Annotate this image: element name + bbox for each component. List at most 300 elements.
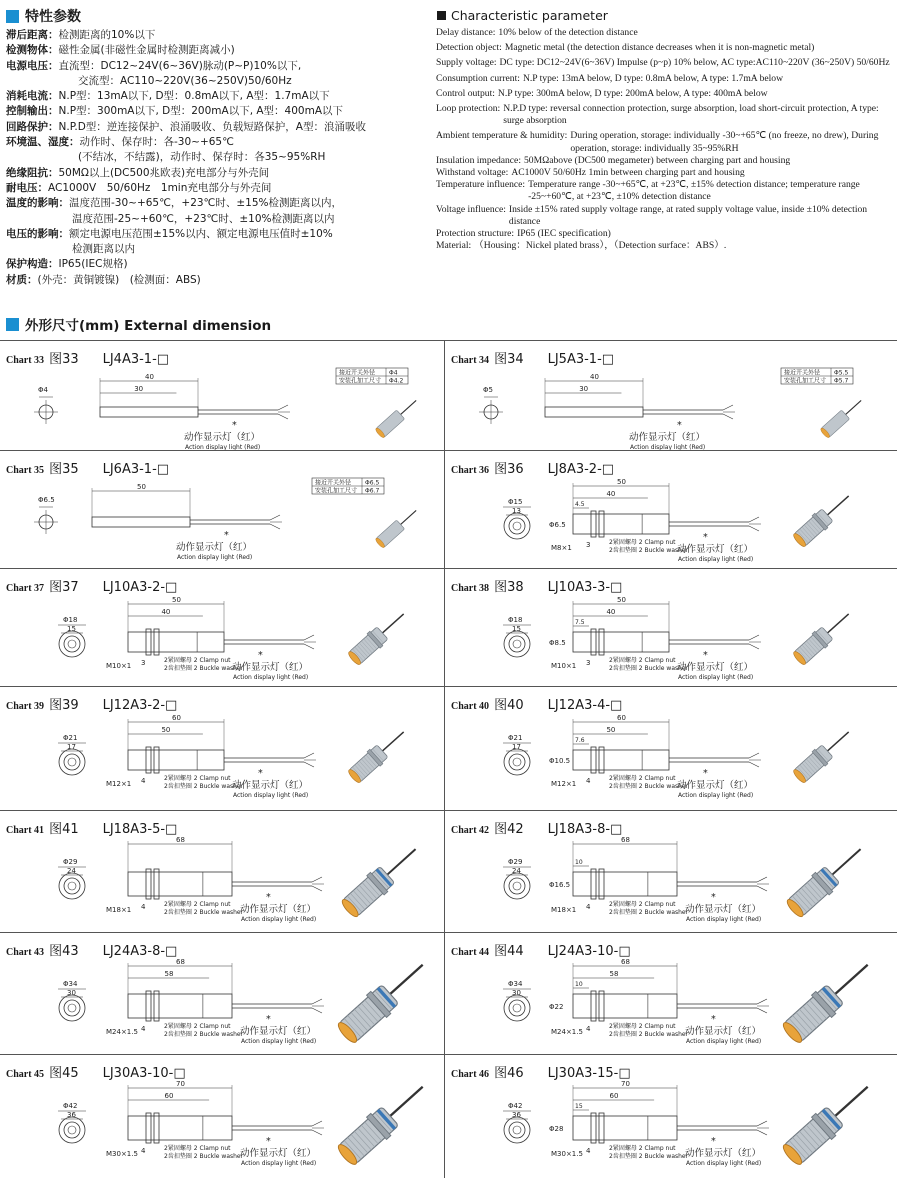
led-label-en: Action display light (Red) xyxy=(233,674,309,681)
led-label-en: Action display light (Red) xyxy=(678,674,754,681)
dim-face-length-label: 7.5 xyxy=(575,619,585,626)
chart-cell xyxy=(0,932,444,1054)
chart-model: LJ10A3-2-□ xyxy=(102,580,178,595)
clamp-nut xyxy=(154,629,159,655)
front-dia2-label: 15 xyxy=(512,625,521,633)
dim-thread-length-label: 30 xyxy=(579,385,589,393)
front-view-circle xyxy=(504,631,530,657)
sensor-body-outline xyxy=(573,632,669,652)
clamp-nut-label: 2紧固螺母 2 Clamp nut xyxy=(164,1023,231,1030)
front-dia-label: Φ42 xyxy=(63,1102,78,1110)
washer-label: 2齿扣垫圈 2 Buckle washer xyxy=(609,1153,689,1160)
sensor-body-outline xyxy=(92,517,190,527)
cable-wires xyxy=(749,635,761,649)
clamp-nut xyxy=(591,869,596,899)
spec-cn-label: 滞后距离： xyxy=(6,29,59,41)
chart-number-en: Chart 37 xyxy=(6,583,45,594)
front-view-circle xyxy=(59,749,85,775)
led-marker: * xyxy=(258,768,263,779)
chart-cell xyxy=(445,1054,889,1178)
dim-length-label: 70 xyxy=(621,1080,630,1088)
led-label-en: Action display light (Red) xyxy=(686,1160,762,1167)
table-row1-label: 接近开关外径 xyxy=(339,369,376,377)
cable-wires xyxy=(270,515,282,529)
chart-number-cn: 图39 xyxy=(49,698,79,713)
spec-cn-label: 环境温、湿度： xyxy=(6,136,80,149)
front-dia2-label: 15 xyxy=(67,625,76,633)
clamp-nut-label: 2紧固螺母 2 Clamp nut xyxy=(164,901,231,908)
front-dia2-label: 30 xyxy=(512,989,521,997)
spec-en-label: Withstand voltage: xyxy=(436,167,509,179)
face-dia-label: Φ22 xyxy=(549,1003,564,1011)
front-view-circle xyxy=(59,873,85,899)
front-view-circle xyxy=(64,878,80,894)
cable-wires xyxy=(757,999,769,1013)
dimension-heading xyxy=(6,314,271,334)
spec-en-value: DC type: DC12~24V(6~36V) Impulse (p~p) 10% below, AC type:AC110~220V (36~250V) 50/60Hz xyxy=(499,57,890,69)
chart-model: LJ8A3-2-□ xyxy=(547,462,615,477)
chart-number-en: Chart 44 xyxy=(451,947,490,958)
washer-label: 2齿扣垫圈 2 Buckle washer xyxy=(609,1031,689,1038)
product-cable xyxy=(400,510,416,525)
spec-cn-value: 动作时、保存时：各-30~+65℃ xyxy=(79,136,234,149)
face-dia-label: Φ6.5 xyxy=(549,521,566,529)
clamp-nut-label: 2紧固螺母 2 Clamp nut xyxy=(164,657,231,664)
front-view-circle xyxy=(509,878,525,894)
dim-thread-length-label: 30 xyxy=(134,385,144,393)
dim-thread-length-label: 58 xyxy=(609,970,619,978)
chart-cell xyxy=(0,340,444,450)
led-label-en: Action display light (Red) xyxy=(686,1038,762,1045)
led-label-cn: 动作显示灯（红） xyxy=(677,780,754,791)
led-label-en: Action display light (Red) xyxy=(678,792,754,799)
nut-width-label: 4 xyxy=(141,903,146,911)
led-label-cn: 动作显示灯（红） xyxy=(240,1148,317,1159)
spec-cn-value: 直流型：DC12~24V(6~36V)脉动(P~P)10%以下, xyxy=(58,59,302,72)
cable-wires xyxy=(749,517,761,531)
product-cable xyxy=(389,965,423,996)
chart-header xyxy=(6,576,177,595)
spec-cn-value: 磁性金属(非磁性金属时检测距离减小) xyxy=(58,44,235,57)
dim-thread-length-label: 60 xyxy=(609,1092,619,1100)
front-dia-label: Φ4 xyxy=(38,386,48,394)
front-dia2-label: 30 xyxy=(67,989,76,997)
led-label-cn: 动作显示灯（红） xyxy=(232,780,309,791)
dim-thread-length-label: 50 xyxy=(606,726,616,734)
table-row1-value: Φ4 xyxy=(389,369,398,377)
clamp-nut xyxy=(599,991,604,1021)
front-dia2-label: 17 xyxy=(67,743,76,751)
chart-header xyxy=(6,818,177,837)
spec-cn-label: 绝缘阻抗： xyxy=(6,166,59,179)
thread-label: M24×1.5 xyxy=(106,1028,138,1036)
spec-en-row xyxy=(436,155,892,167)
led-label-cn: 动作显示灯（红） xyxy=(685,904,762,915)
clamp-nut xyxy=(591,629,596,655)
spec-en-row xyxy=(436,57,892,69)
led-marker: * xyxy=(711,1136,716,1147)
clamp-nut xyxy=(599,747,604,773)
chart-number-cn: 图40 xyxy=(494,698,524,713)
face-dia-label: Φ16.5 xyxy=(549,881,571,889)
spec-cn-value: IP65(IEC规格) xyxy=(58,258,128,271)
product-cable xyxy=(381,614,403,634)
table-row2-label: 安装孔加工尺寸 xyxy=(784,377,827,385)
product-photo xyxy=(791,725,855,786)
nut-width-label: 4 xyxy=(586,1147,591,1155)
front-view-circle xyxy=(504,1117,530,1143)
spec-cn-label: 控制输出： xyxy=(6,105,59,118)
spec-cn-value: 交流型：AC110~220V(36~250V)50/60Hz xyxy=(78,74,292,87)
clamp-nut-label: 2紧固螺母 2 Clamp nut xyxy=(609,539,676,546)
table-row2-label: 安装孔加工尺寸 xyxy=(339,377,382,385)
front-view-circle xyxy=(509,636,525,652)
table-row1-label: 接近开关外径 xyxy=(784,369,821,377)
chart-number-en: Chart 46 xyxy=(451,1069,490,1080)
product-cable xyxy=(845,400,861,415)
chart-number-cn: 图46 xyxy=(494,1066,524,1081)
led-label-cn: 动作显示灯（红） xyxy=(232,662,309,673)
spec-cn-line xyxy=(6,74,426,89)
blue-square-icon xyxy=(6,318,19,331)
spec-en-label: Detection object: xyxy=(436,42,502,54)
chart-model: LJ6A3-1-□ xyxy=(102,462,170,477)
chart-number-en: Chart 40 xyxy=(451,701,490,712)
led-marker: * xyxy=(224,530,229,541)
nut-width-label: 3 xyxy=(141,659,146,667)
clamp-nut-label: 2紧固螺母 2 Clamp nut xyxy=(609,775,676,782)
sensor-body-outline xyxy=(128,872,232,896)
front-view-circle xyxy=(64,754,80,770)
chart-cell xyxy=(445,450,889,568)
product-cable xyxy=(834,965,868,996)
spec-cn-value: 检测距离以内 xyxy=(72,243,135,256)
product-photo xyxy=(346,725,410,786)
chart-number-cn: 图33 xyxy=(49,352,79,367)
product-cable xyxy=(381,732,403,752)
thread-label: M10×1 xyxy=(106,662,132,670)
front-view-circle xyxy=(64,1000,80,1016)
product-photo xyxy=(375,506,421,549)
clamp-nut xyxy=(591,991,596,1021)
front-view-circle xyxy=(513,758,521,766)
sensor-body-outline xyxy=(100,407,198,417)
clamp-nut xyxy=(154,869,159,899)
dim-length-label: 70 xyxy=(176,1080,185,1088)
chart-number-cn: 图41 xyxy=(49,822,79,837)
spec-en-value: （Housing：Nickel plated brass），（Detection surface：ABS）. xyxy=(474,240,727,252)
washer-label: 2齿扣垫圈 2 Buckle washer xyxy=(164,783,244,790)
chart-number-cn: 图34 xyxy=(494,352,524,367)
cable-wires xyxy=(278,405,290,419)
spec-cn-line xyxy=(6,227,426,242)
product-photo xyxy=(334,1076,433,1169)
front-dia2-label: 36 xyxy=(67,1111,76,1119)
chart-model: LJ5A3-1-□ xyxy=(547,352,615,367)
dim-length-label: 50 xyxy=(617,478,626,486)
led-marker: * xyxy=(258,650,263,661)
spec-en-row xyxy=(436,73,892,85)
cable-wires xyxy=(749,753,761,767)
spec-en-label: Supply voltage: xyxy=(436,57,497,69)
spec-cn-title: 特性参数 xyxy=(25,9,81,25)
spec-cn-heading xyxy=(6,6,81,26)
spec-en-value: IP65 (IEC specification) xyxy=(517,228,611,240)
led-label-cn: 动作显示灯（红） xyxy=(677,662,754,673)
table-row1-label: 接近开关外径 xyxy=(315,479,352,487)
chart-number-cn: 图36 xyxy=(494,462,524,477)
thread-label: M10×1 xyxy=(551,662,577,670)
face-dia-label: Φ28 xyxy=(549,1125,564,1133)
chart-number-cn: 图45 xyxy=(49,1066,79,1081)
spec-en-value: AC1000V 50/60Hz 1min between charging part and housing xyxy=(511,167,745,179)
clamp-nut xyxy=(599,1113,604,1143)
front-view-circle xyxy=(513,522,521,530)
table-row2-label: 安装孔加工尺寸 xyxy=(315,487,358,495)
spec-cn-line xyxy=(6,257,426,272)
chart-cell xyxy=(0,568,444,686)
nut-width-label: 3 xyxy=(586,541,591,549)
spec-en-label: Control output: xyxy=(436,87,495,99)
chart-cell xyxy=(445,340,889,450)
spec-cn-line xyxy=(6,273,426,288)
led-label-cn: 动作显示灯（红） xyxy=(240,904,317,915)
chart-number-en: Chart 38 xyxy=(451,583,490,594)
chart-number-cn: 图44 xyxy=(494,944,524,959)
product-cable xyxy=(400,400,416,415)
spec-cn-line xyxy=(6,150,426,165)
face-dia-label: Φ8.5 xyxy=(549,639,566,647)
led-marker: * xyxy=(711,892,716,903)
product-cable xyxy=(826,732,848,752)
chart-number-en: Chart 41 xyxy=(6,825,45,836)
spec-cn-line xyxy=(6,196,426,211)
washer-label: 2齿扣垫圈 2 Buckle washer xyxy=(609,665,689,672)
spec-cn-value: N.P.D型：逆连接保护、浪涌吸收、负载短路保护，A型：浪涌吸收 xyxy=(58,120,366,133)
spec-en-label: Ambient temperature & humidity: xyxy=(436,130,568,142)
clamp-nut xyxy=(146,991,151,1021)
front-dia-label: Φ6.5 xyxy=(38,496,55,504)
chart-number-cn: 图42 xyxy=(494,822,524,837)
front-view-circle xyxy=(68,758,76,766)
thread-label: M12×1 xyxy=(106,780,132,788)
spec-en-label: Protection structure: xyxy=(436,228,515,240)
cable-wires xyxy=(757,877,769,891)
spec-en-label: Temperature influence: xyxy=(436,179,526,191)
chart-cell xyxy=(0,810,444,932)
clamp-nut xyxy=(591,1113,596,1143)
led-label-en: Action display light (Red) xyxy=(185,444,261,450)
dim-length-label: 68 xyxy=(621,958,630,966)
cable-wires xyxy=(312,999,324,1013)
spec-cn-label: 材质： xyxy=(6,273,38,286)
spec-cn-label: 检测物体： xyxy=(6,44,59,57)
chart-cell xyxy=(0,450,444,568)
sensor-body-outline xyxy=(573,1116,677,1140)
thread-label: M30×1.5 xyxy=(551,1150,583,1158)
front-view-circle xyxy=(68,640,76,648)
clamp-nut xyxy=(599,629,604,655)
front-dia-label: Φ29 xyxy=(508,858,523,866)
thread-label: M18×1 xyxy=(106,906,132,914)
front-view-circle xyxy=(504,749,530,775)
front-dia-label: Φ34 xyxy=(63,980,78,988)
front-view-circle xyxy=(59,995,85,1021)
front-view-circle xyxy=(509,1000,525,1016)
chart-number-cn: 图43 xyxy=(49,944,79,959)
nut-width-label: 3 xyxy=(586,659,591,667)
led-label-en: Action display light (Red) xyxy=(686,916,762,923)
spec-cn-value: AC1000V 50/60Hz 1min充电部分与外壳间 xyxy=(48,181,272,194)
product-cable xyxy=(834,1087,868,1118)
chart-header xyxy=(451,576,622,595)
chart-model: LJ30A3-10-□ xyxy=(102,1066,186,1081)
spec-en-label: Voltage influence: xyxy=(436,203,506,215)
washer-label: 2齿扣垫圈 2 Buckle washer xyxy=(609,547,689,554)
dim-length-label: 68 xyxy=(176,836,185,844)
spec-cn-line xyxy=(6,166,426,181)
led-marker: * xyxy=(232,420,237,431)
product-photo xyxy=(820,396,866,439)
table-row2-value: Φ5.7 xyxy=(834,377,849,385)
dim-thread-length-label: 58 xyxy=(164,970,174,978)
spec-en-value: N.P.D type: reversal connection protection, surge absorption, load short-circuit protection, A type: surge absorption xyxy=(503,103,879,127)
led-marker: * xyxy=(266,1014,271,1025)
thread-label: M24×1.5 xyxy=(551,1028,583,1036)
spec-en-row xyxy=(436,240,892,252)
led-marker: * xyxy=(266,1136,271,1147)
chart-cell xyxy=(0,1054,444,1178)
spec-cn-value: (不结冰，不结露)，动作时、保存时：各35~95%RH xyxy=(78,151,326,164)
sensor-body-outline xyxy=(573,750,669,770)
cable-wires xyxy=(723,405,735,419)
clamp-nut-label: 2紧固螺母 2 Clamp nut xyxy=(609,1145,676,1152)
led-label-cn: 动作显示灯（红） xyxy=(677,544,754,555)
spec-en-label: Loop protection: xyxy=(436,103,501,115)
front-dia-label: Φ18 xyxy=(63,616,78,624)
front-view-circle xyxy=(513,1004,521,1012)
front-view-circle xyxy=(68,1004,76,1012)
clamp-nut-label: 2紧固螺母 2 Clamp nut xyxy=(609,657,676,664)
chart-header xyxy=(6,458,169,477)
spec-en-label: Material: xyxy=(436,240,472,252)
thread-label: M12×1 xyxy=(551,780,577,788)
sensor-body-outline xyxy=(128,1116,232,1140)
front-view-circle xyxy=(513,1126,521,1134)
dim-face-length-label: 4.5 xyxy=(575,501,585,508)
chart-number-cn: 图38 xyxy=(494,580,524,595)
front-view-circle xyxy=(68,882,76,890)
product-photo xyxy=(375,396,421,439)
cable-wires xyxy=(757,1121,769,1135)
spec-cn-line xyxy=(6,28,426,43)
clamp-nut xyxy=(146,629,151,655)
cable-wires xyxy=(312,877,324,891)
chart-header xyxy=(451,1062,631,1081)
cable-wires xyxy=(304,753,316,767)
led-label-en: Action display light (Red) xyxy=(241,1160,317,1167)
front-view-circle xyxy=(509,1122,525,1138)
spec-en-value: 10% below of the detection distance xyxy=(498,27,638,38)
table-row2-value: Φ4.2 xyxy=(389,377,404,385)
dim-thread-length-label: 60 xyxy=(164,1092,174,1100)
washer-label: 2齿扣垫圈 2 Buckle washer xyxy=(609,909,689,916)
dim-length-label: 50 xyxy=(172,596,181,604)
dim-thread-length-label: 40 xyxy=(606,608,616,616)
led-label-cn: 动作显示灯（红） xyxy=(685,1148,762,1159)
nut-width-label: 4 xyxy=(141,777,146,785)
clamp-nut xyxy=(154,747,159,773)
led-label-cn: 动作显示灯（红） xyxy=(240,1026,317,1037)
led-marker: * xyxy=(677,420,682,431)
spec-en-row xyxy=(436,130,892,154)
spec-cn-line xyxy=(6,43,426,58)
led-label-en: Action display light (Red) xyxy=(233,792,309,799)
sensor-body-outline xyxy=(128,994,232,1018)
front-dia2-label: 24 xyxy=(67,867,76,875)
chart-model: LJ12A3-2-□ xyxy=(102,698,178,713)
dim-thread-length-label: 40 xyxy=(161,608,171,616)
cable-wires xyxy=(304,635,316,649)
front-view-circle xyxy=(509,518,525,534)
led-label-en: Action display light (Red) xyxy=(678,556,754,563)
front-dia2-label: 17 xyxy=(512,743,521,751)
spec-en-row xyxy=(436,88,892,100)
table-row1-value: Φ5.5 xyxy=(834,369,849,377)
chart-cell xyxy=(445,810,889,932)
chart-number-en: Chart 34 xyxy=(451,355,490,366)
spec-cn-value: 50MΩ以上(DC500兆欧表)充电部分与外壳间 xyxy=(58,166,270,179)
spec-en-row xyxy=(436,103,892,127)
sensor-body-outline xyxy=(573,994,677,1018)
dim-length-label: 68 xyxy=(176,958,185,966)
front-view-circle xyxy=(504,873,530,899)
product-photo xyxy=(346,607,410,668)
sensor-body-outline xyxy=(128,632,224,652)
washer-label: 2齿扣垫圈 2 Buckle washer xyxy=(164,1031,244,1038)
spec-cn-value: 温度范围-25~+60℃，+23℃时、±10%检测距离以内 xyxy=(72,212,335,225)
product-cable xyxy=(831,849,861,876)
chart-cell xyxy=(445,932,889,1054)
spec-cn-label: 电压的影响： xyxy=(6,227,69,240)
led-label-cn: 动作显示灯（红） xyxy=(176,542,253,553)
spec-en-row xyxy=(436,228,892,240)
sensor-body-outline xyxy=(128,750,224,770)
chart-number-en: Chart 36 xyxy=(451,465,490,476)
chart-cell xyxy=(445,686,889,810)
thread-label: M30×1.5 xyxy=(106,1150,138,1158)
led-label-en: Action display light (Red) xyxy=(177,554,253,561)
blue-square-icon xyxy=(6,10,19,23)
chart-number-en: Chart 45 xyxy=(6,1069,45,1080)
chart-model: LJ30A3-15-□ xyxy=(547,1066,631,1081)
front-dia-label: Φ15 xyxy=(508,498,523,506)
dim-length-label: 60 xyxy=(617,714,626,722)
clamp-nut xyxy=(591,747,596,773)
spec-cn-line xyxy=(6,59,426,74)
front-dia-label: Φ18 xyxy=(508,616,523,624)
product-photo xyxy=(779,1076,878,1169)
front-view-circle xyxy=(59,1117,85,1143)
chart-header xyxy=(451,818,622,837)
front-dia-label: Φ29 xyxy=(63,858,78,866)
chart-header xyxy=(451,348,614,367)
thread-label: M18×1 xyxy=(551,906,577,914)
dim-face-length-label: 10 xyxy=(575,859,583,866)
spec-en-label: Insulation impedance: xyxy=(436,154,521,166)
chart-cell xyxy=(445,568,889,686)
chart-header xyxy=(451,694,622,713)
